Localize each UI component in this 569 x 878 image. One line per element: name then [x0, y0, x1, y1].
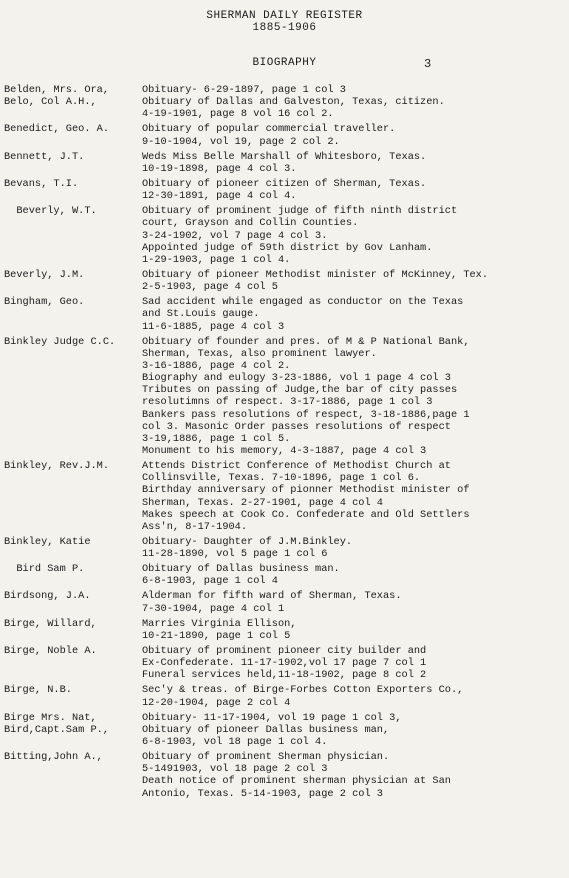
entry-description [142, 296, 566, 332]
biography-entry [0, 205, 569, 266]
entry-line: Appointed judge of 59th district by Gov Lanham. [142, 241, 433, 254]
biography-entry [0, 536, 569, 560]
entry-line: Death notice of prominent sherman physician at San [142, 775, 451, 788]
biography-entry [0, 712, 569, 748]
entry-name: Binkley, Katie [4, 535, 91, 548]
entry-line: Obituary of prominent Sherman physician. [142, 751, 390, 764]
entry-description [142, 712, 566, 748]
entry-line: Obituary- 11-17-1904, vol 19 page 1 col 3, [142, 711, 402, 724]
entry-line: Bankers pass resolutions of respect, 3-18-1886,page 1 [142, 408, 470, 421]
entry-line: Ex-Confederate. 11-17-1902,vol 17 page 7 col 1 [142, 657, 427, 670]
entry-name: Benedict, Geo. A. [4, 123, 110, 136]
entry-line: 12-20-1904, page 2 col 4 [142, 696, 291, 709]
biography-entry [0, 151, 569, 175]
entry-line: 1-29-1903, page 1 col 4. [142, 253, 291, 266]
entry-line: Obituary of pioneer Dallas business man, [142, 723, 390, 736]
entry-line: Obituary of Dallas business man. [142, 563, 340, 576]
biography-entry [0, 84, 569, 120]
entry-line: resolutimns of respect. 3-17-1886, page 1 col 3 [142, 396, 433, 409]
entry-description [142, 151, 566, 175]
entry-line: and St.Louis gauge. [142, 308, 260, 321]
entry-line: Sec'y & treas. of Birge-Forbes Cotton Exporters Co., [142, 684, 464, 697]
entry-line: 9-10-1904, vol 19, page 2 col 2. [142, 135, 340, 148]
biography-entry [0, 269, 569, 293]
entry-description [142, 336, 566, 457]
entry-line: Weds Miss Belle Marshall of Whitesboro, Texas. [142, 150, 427, 163]
entry-name: Bingham, Geo. [4, 296, 85, 309]
entry-name: Bitting,John A., [4, 751, 103, 764]
entry-line: 5-1491903, vol 18 page 2 col 3 [142, 763, 328, 776]
entry-description [142, 460, 566, 533]
entry-description [142, 178, 566, 202]
entry-line: Obituary of prominent pioneer city builder and [142, 645, 427, 658]
entry-line: Marries Virginia Ellison, [142, 617, 297, 630]
entry-name: Binkley, Rev.J.M. [4, 460, 110, 473]
entry-line: 2-5-1903, page 4 col 5 [142, 281, 278, 294]
entry-description [142, 536, 566, 560]
entry-line: Makes speech at Cook Co. Confederate and Old Settlers [142, 508, 470, 521]
entry-line: Monument to his memory, 4-3-1887, page 4 col 3 [142, 444, 427, 457]
entry-line: Sherman, Texas. 2-27-1901, page 4 col 4 [142, 496, 383, 509]
biography-entry [0, 590, 569, 614]
entry-name: Beverly, W.T. [4, 205, 97, 218]
entry-line: Obituary- Daughter of J.M.Binkley. [142, 535, 353, 548]
entry-name: Birge, Noble A. [4, 645, 97, 658]
entry-line: 3-16-1886, page 4 col 2. [142, 359, 291, 372]
biography-entries [0, 84, 569, 803]
entry-line: 3-24-1902, vol 7 page 4 col 3. [142, 229, 328, 242]
newspaper-title: SHERMAN DAILY REGISTER [206, 10, 363, 22]
entry-line: 6-8-1903, page 1 col 4 [142, 575, 278, 588]
biography-entry [0, 684, 569, 708]
entry-line: col 3. Masonic Order passes resolutions of respect [142, 420, 451, 433]
entry-name: Bird Sam P. [4, 563, 85, 576]
entry-line: court, Grayson and Collin Counties. [142, 217, 359, 230]
entry-name: Bennett, J.T. [4, 150, 85, 163]
entry-description [142, 590, 566, 614]
entry-name: Beverly, J.M. [4, 268, 85, 281]
entry-description [142, 563, 566, 587]
entry-name: Binkley Judge C.C. [4, 335, 116, 348]
biography-entry [0, 178, 569, 202]
entry-description [142, 269, 566, 293]
entry-line: Ass'n, 8-17-1904. [142, 520, 248, 533]
entry-line: Alderman for fifth ward of Sherman, Texas. [142, 590, 402, 603]
entry-description [142, 618, 566, 642]
entry-line: Attends District Conference of Methodist Church at [142, 460, 451, 473]
entry-line: Obituary- 6-29-1897, page 1 col 3 [142, 84, 346, 96]
entry-line: 7-30-1904, page 4 col 1 [142, 602, 285, 615]
entry-line: 3-19,1886, page 1 col 5. [142, 432, 291, 445]
biography-entry [0, 751, 569, 800]
entry-line: Birthday anniversary of pionner Methodist minister of [142, 484, 470, 497]
entry-line: Funeral services held,11-18-1902, page 8 col 2 [142, 669, 427, 682]
entry-description [142, 123, 566, 147]
entry-name: Belden, Mrs. Ora, Belo, Col A.H., [4, 84, 110, 109]
entry-line: Obituary of pioneer Methodist minister of McKinney, Tex. [142, 268, 489, 281]
entry-line: Sad accident while engaged as conductor on the Texas [142, 296, 464, 309]
entry-line: 4-19-1901, page 8 vol 16 col 2. [142, 108, 334, 121]
entry-line: Antonio, Texas. 5-14-1903, page 2 col 3 [142, 787, 383, 800]
section-title: BIOGRAPHY [252, 57, 317, 69]
biography-entry [0, 336, 569, 457]
biography-entry [0, 123, 569, 147]
entry-line: Obituary of pioneer citizen of Sherman, Texas. [142, 177, 427, 190]
entry-line: 6-8-1903, vol 18 page 1 col 4. [142, 736, 328, 749]
entry-description [142, 751, 566, 800]
entry-line: 12-30-1891, page 4 col 4. [142, 190, 297, 203]
page-number: 3 [424, 57, 432, 71]
entry-line: Obituary of prominent judge of fifth ninth district [142, 205, 458, 218]
entry-line: 10-21-1890, page 1 col 5 [142, 629, 291, 642]
entry-description [142, 684, 566, 708]
entry-line: Obituary of popular commercial traveller. [142, 123, 396, 136]
entry-description [142, 84, 566, 120]
entry-name: Birdsong, J.A. [4, 590, 91, 603]
entry-line: 11-28-1890, vol 5 page 1 col 6 [142, 548, 328, 561]
entry-name: Bevans, T.I. [4, 177, 79, 190]
entry-line: Sherman, Texas, also prominent lawyer. [142, 347, 377, 360]
biography-entry [0, 645, 569, 681]
entry-description [142, 645, 566, 681]
entry-line: Collinsville, Texas. 7-10-1896, page 1 col 6. [142, 472, 421, 485]
entry-line: Obituary of founder and pres. of M & P National Bank, [142, 335, 470, 348]
biography-entry [0, 618, 569, 642]
entry-line: Tributes on passing of Judge,the bar of city passes [142, 384, 458, 397]
biography-entry [0, 296, 569, 332]
biography-entry [0, 460, 569, 533]
entry-name: Birge Mrs. Nat, Bird,Capt.Sam P., [4, 711, 110, 736]
year-range: 1885-1906 [252, 22, 317, 34]
entry-name: Birge, Willard, [4, 617, 97, 630]
entry-line: Biography and eulogy 3-23-1886, vol 1 page 4 col 3 [142, 372, 451, 385]
biography-entry [0, 563, 569, 587]
entry-name: Birge, N.B. [4, 684, 72, 697]
entry-line: 11-6-1885, page 4 col 3 [142, 320, 285, 333]
entry-line: 10-19-1898, page 4 col 3. [142, 162, 297, 175]
entry-line: Obituary of Dallas and Galveston, Texas, citizen. [142, 96, 445, 109]
entry-description [142, 205, 566, 266]
